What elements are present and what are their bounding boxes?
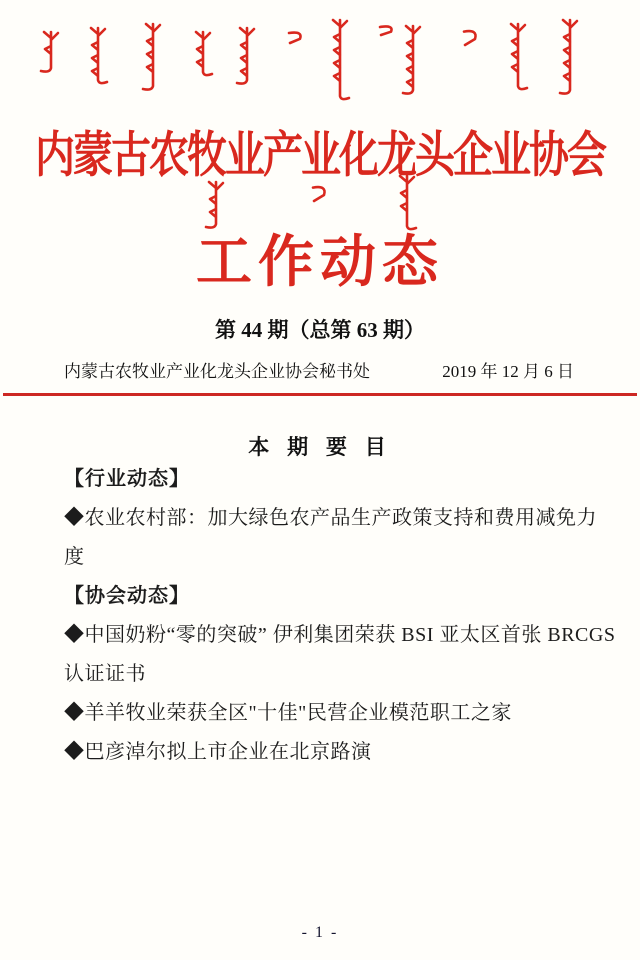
issue-date: 2019 年 12 月 6 日 xyxy=(442,362,574,381)
toc-item-line: 认证证书 xyxy=(64,663,146,685)
toc-section-label: 【协会动态】 xyxy=(64,585,190,607)
toc-body xyxy=(64,460,616,772)
mongolian-script-word-icon xyxy=(202,178,228,230)
mongolian-script-word-icon xyxy=(84,24,110,86)
publisher-date-row xyxy=(64,357,574,382)
issue-number-line: 第 44 期（总第 63 期） xyxy=(215,318,425,342)
mongolian-script-word-icon xyxy=(504,20,530,92)
mongolian-script-word-icon xyxy=(556,16,582,96)
bulletin-title: 工作动态 xyxy=(196,232,444,294)
page-number: - 1 - xyxy=(301,924,339,941)
publisher-name: 内蒙古农牧业产业化龙头企业协会秘书处 xyxy=(64,362,370,381)
toc-item-line: ◆巴彦淖尔拟上市企业在北京路演 xyxy=(64,741,372,763)
mongolian-script-word-icon xyxy=(283,30,309,46)
mongolian-script-word-icon xyxy=(374,24,400,38)
toc-section-label: 【行业动态】 xyxy=(64,468,190,490)
mongolian-script-word-icon xyxy=(326,16,352,102)
mongolian-script-word-icon xyxy=(189,28,215,78)
toc-heading: 本 期 要 目 xyxy=(248,436,392,459)
mongolian-script-word-icon xyxy=(307,184,333,204)
toc-item-line: 度 xyxy=(64,546,85,568)
mongolian-script-word-icon xyxy=(139,20,165,92)
mongolian-script-word-icon xyxy=(458,28,484,48)
toc-item-line: ◆农业农村部：加大绿色农产品生产政策支持和费用减免力 xyxy=(64,507,597,529)
mongolian-script-word-icon xyxy=(393,172,419,232)
toc-item-line: ◆中国奶粉“零的突破” 伊利集团荣获 BSI 亚太区首张 BRCGS xyxy=(64,624,616,646)
mongolian-script-word-icon xyxy=(399,22,425,96)
mongolian-script-word-icon xyxy=(233,24,259,86)
mongolian-script-word-icon xyxy=(37,28,63,74)
masthead-divider-rule xyxy=(3,393,637,396)
association-name-title: 内蒙古农牧业产业化龙头企业协会 xyxy=(35,127,605,183)
toc-item-line: ◆羊羊牧业荣获全区"十佳"民营企业模范职工之家 xyxy=(64,702,512,724)
